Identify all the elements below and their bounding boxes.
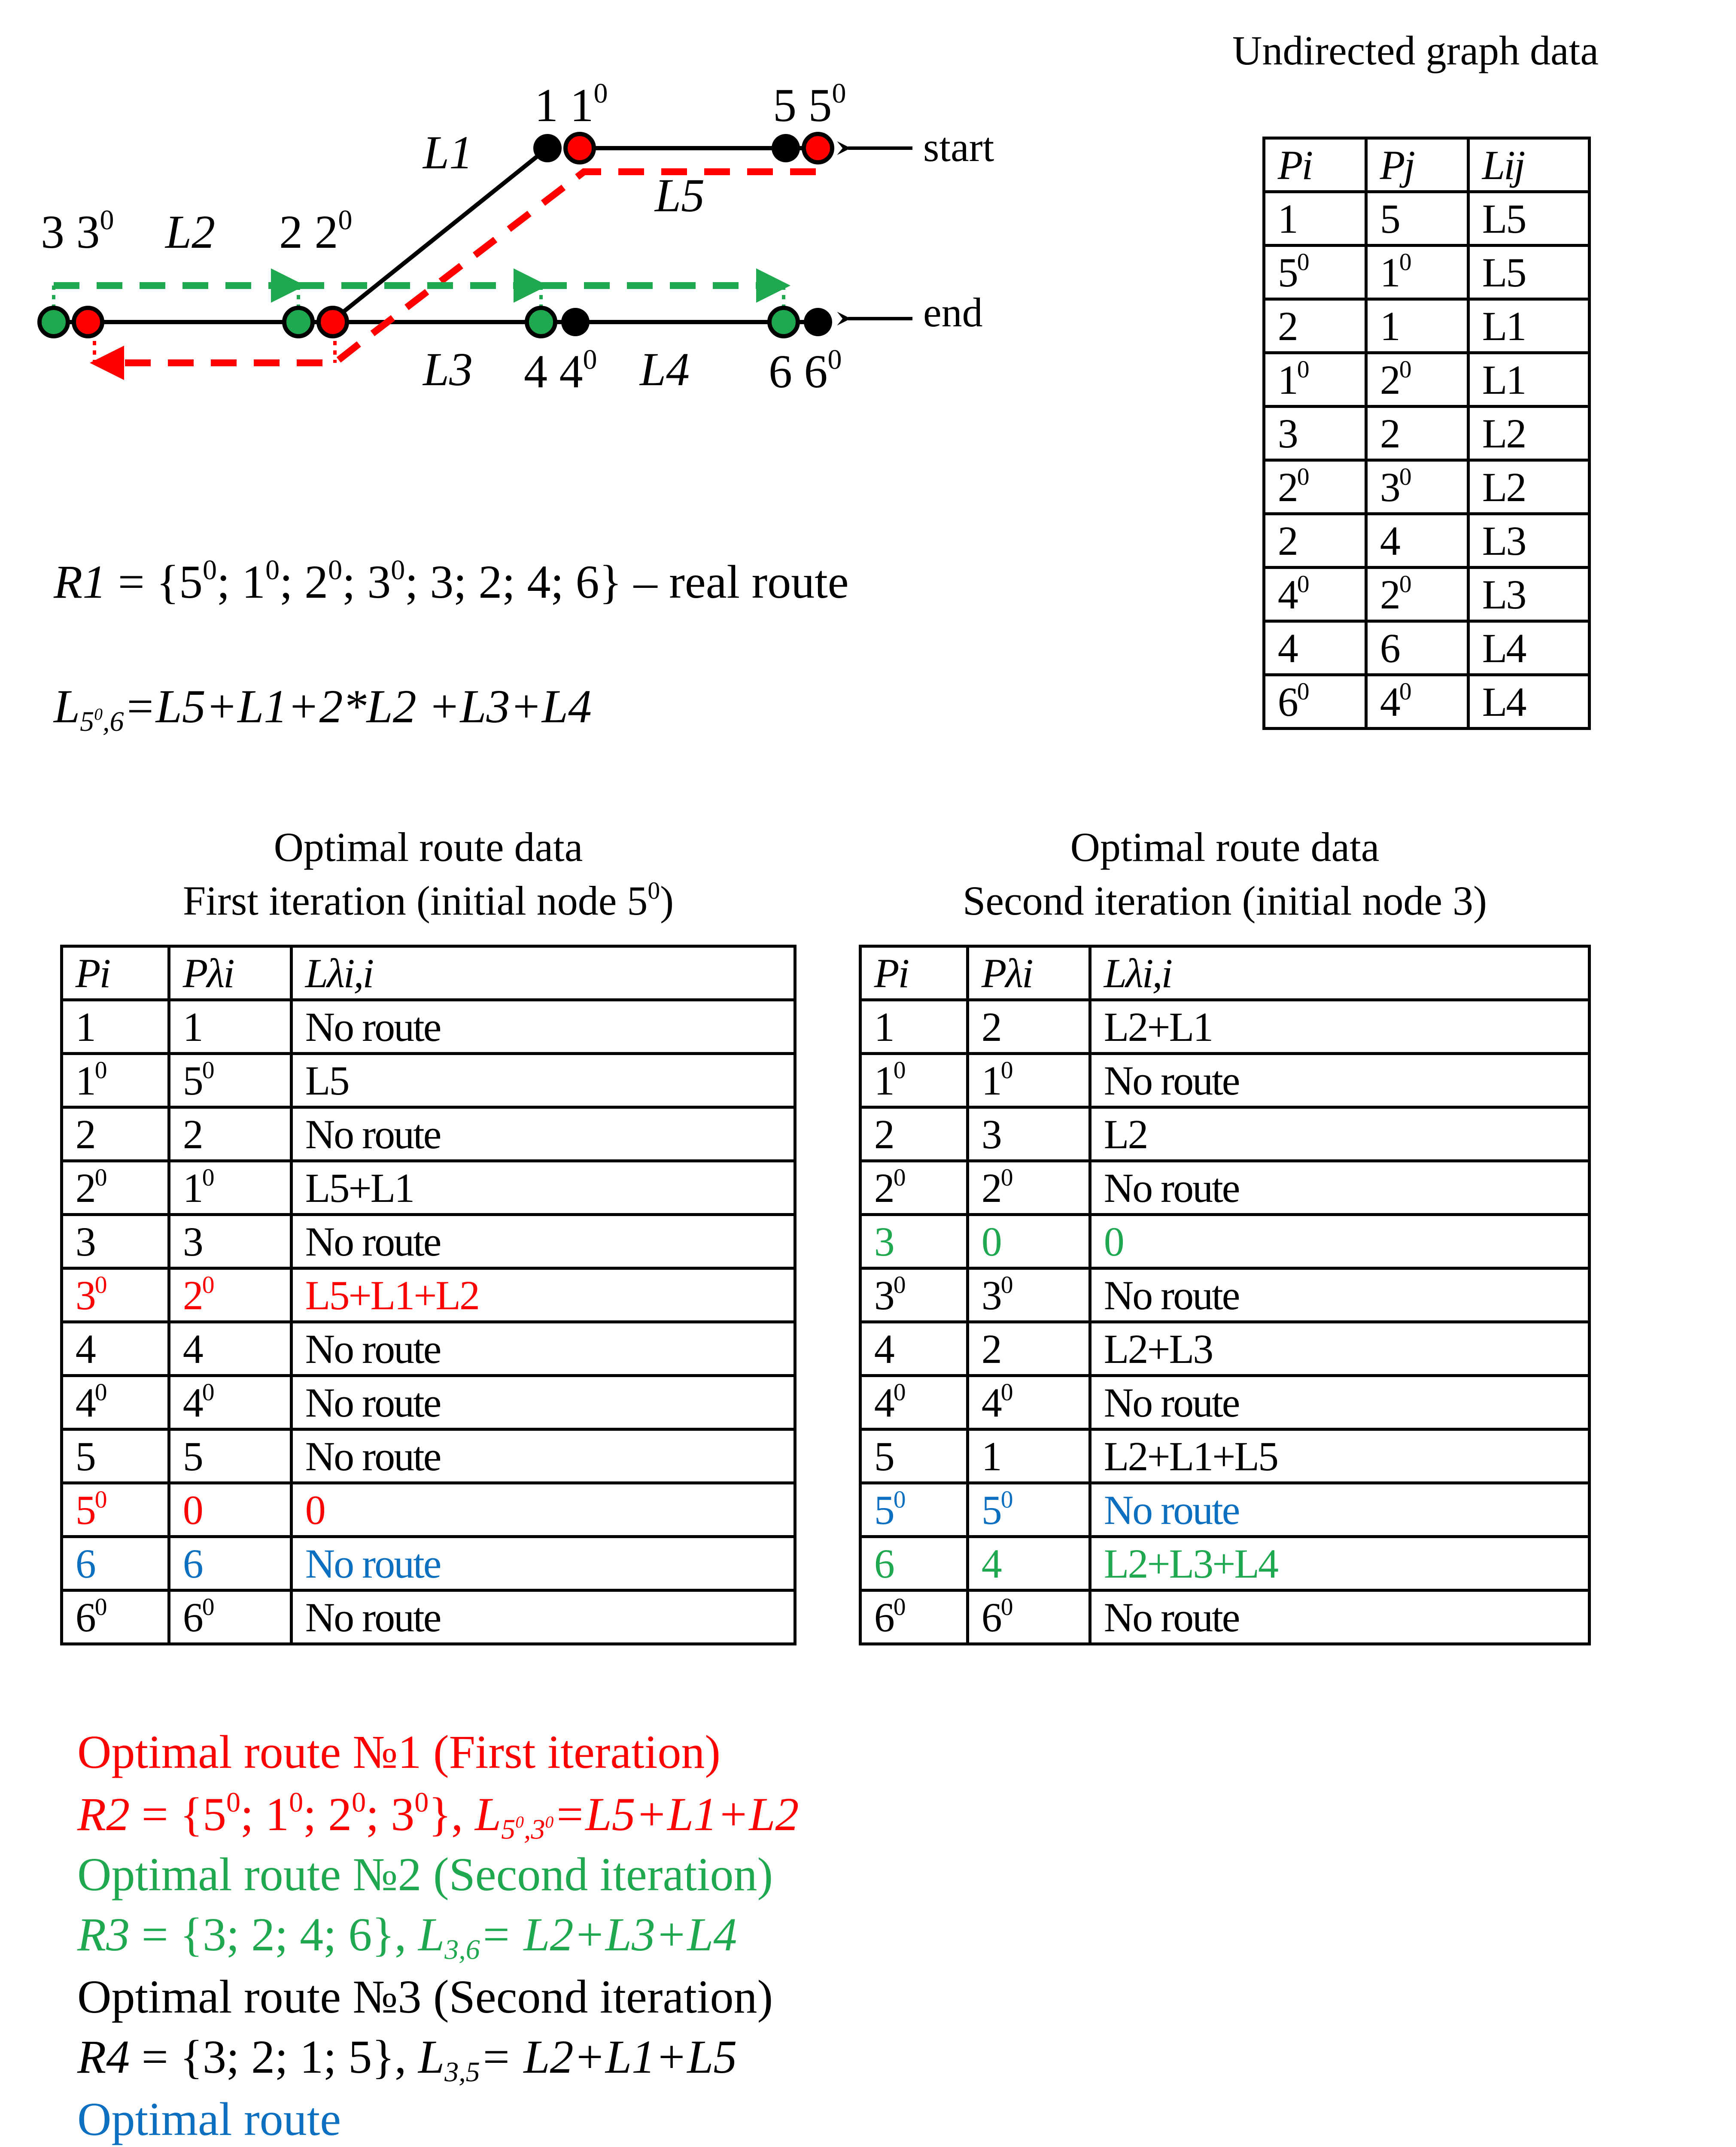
table-row [1264,568,1590,621]
table-row [62,1107,795,1161]
cell-length: L2+L1+L5 [1090,1429,1590,1483]
cell-pj: 1 [1366,299,1468,353]
table-row [62,1483,795,1537]
node-1-0 [565,134,594,162]
cell-p-lambda: 1 [968,1429,1090,1483]
real-route-formula: $R1 = \{5^0$; $1^0$; $2^0$; $3^0$; 3; 2; 4; 6} – real route [54,554,849,608]
undirected-graph-table [1262,137,1591,730]
cell-pi: 3 [62,1215,169,1268]
cell-length: No route [1090,1590,1590,1644]
label-end: end [923,289,983,335]
cell-p-lambda: $6^0$ [169,1590,292,1644]
node-5 [772,134,800,162]
cell-pj: 2 [1366,407,1468,460]
cell-pj: $1^0$ [1366,246,1468,299]
second-iteration-table [859,945,1591,1645]
label-node-5: 5 $5^0$ [773,78,846,131]
table-row [860,1215,1590,1268]
cell-lij: L3 [1468,568,1589,621]
cell-pj: $2^0$ [1366,568,1468,621]
cell-pi: 6 [62,1537,169,1590]
cell-pi: $5^0$ [860,1483,968,1537]
label-node-3: 3 $3^0$ [41,204,114,258]
cell-pi: $1^0$ [860,1054,968,1107]
cell-length: No route [1090,1483,1590,1537]
table-row [62,1054,795,1107]
label-l2: L2 [165,206,216,258]
second_iteration-header-2: Lλi,i [1090,946,1590,1000]
cell-lij: L2 [1468,460,1589,514]
label-l1: L1 [423,126,473,179]
label-node-2: 2 $2^0$ [279,204,353,258]
cell-lij: L5 [1468,246,1589,299]
second-iteration-title-2: Second iteration (initial node 3) [963,878,1487,924]
table-row [860,1161,1590,1215]
cell-pi: $6^0$ [860,1590,968,1644]
label-l5: L5 [655,169,705,222]
cell-pi: 2 [1264,299,1366,353]
optimal-route-3-formula: R4 = {3; 2; 1; 5}, $L_{3,5}= L2+L1+L5$ [77,2031,737,2088]
cell-p-lambda: $3^0$ [968,1268,1090,1322]
cell-pi: $5^0$ [1264,246,1366,299]
cell-p-lambda: $4^0$ [968,1376,1090,1429]
table-row [62,1590,795,1644]
table-row [1264,246,1590,299]
cell-pi: $6^0$ [62,1590,169,1644]
table-row [1264,514,1590,568]
cell-pi: 2 [860,1107,968,1161]
cell-pi: $4^0$ [62,1376,169,1429]
table-row [62,1429,795,1483]
cell-pi: 1 [1264,192,1366,246]
optimal-route-2-formula: R3 = {3; 2; 4; 6}, $L_{3,6}= L2+L3+L4$ [77,1908,737,1965]
cell-lij: L1 [1468,353,1589,407]
table-row [860,1107,1590,1161]
optimal-route-final-title: Optimal route [77,2093,341,2145]
cell-length: L2+L3+L4 [1090,1537,1590,1590]
table-row [860,1483,1590,1537]
cell-length: No route [1090,1161,1590,1215]
cell-length: L2+L3 [1090,1322,1590,1376]
cell-pi: $2^0$ [860,1161,968,1215]
label-l3: L3 [423,343,473,395]
label-node-6: 6 $6^0$ [769,344,842,398]
cell-p-lambda: 3 [169,1215,292,1268]
table-row [62,1376,795,1429]
cell-p-lambda: $1^0$ [169,1161,292,1215]
first-iteration-table [60,945,797,1645]
cell-length: L5+L1+L2 [292,1268,795,1322]
node-6 [769,308,798,336]
cell-length: No route [292,1215,795,1268]
cell-length: No route [292,1107,795,1161]
table-row [860,1000,1590,1054]
undirected-title: Undirected graph data [1232,27,1599,73]
cell-p-lambda: $5^0$ [968,1483,1090,1537]
cell-pi: $2^0$ [62,1161,169,1215]
cell-pi: 6 [860,1537,968,1590]
first-iteration-title-2: First iteration (initial node $5^0$) [182,877,674,924]
cell-length: No route [292,1590,795,1644]
label-node-4: 4 $4^0$ [524,344,597,398]
cell-pi: $1^0$ [62,1054,169,1107]
table-row [1264,192,1590,246]
cell-pj: $3^0$ [1366,460,1468,514]
cell-pj: 5 [1366,192,1468,246]
cell-lij: L3 [1468,514,1589,568]
cell-p-lambda: 0 [169,1483,292,1537]
undirected-header-1: Pj [1366,138,1468,192]
node-3 [40,308,68,336]
optimal-route-1-formula: $R2 = \{5^0$; $1^0$; $2^0$; $3^0$}, $L_{5^0,3^0}=L5+L1+L2$ [77,1787,799,1845]
cell-pi: 1 [860,1000,968,1054]
table-row [860,1590,1590,1644]
first-iteration-title-1: Optimal route data [274,824,583,870]
table-row [860,1322,1590,1376]
table-row [1264,353,1590,407]
first_iteration-header-1: Pλi [169,946,292,1000]
cell-p-lambda: 2 [169,1107,292,1161]
node-6-0 [804,308,832,336]
table-row [860,1429,1590,1483]
optimal-route-1-title: Optimal route №1 (First iteration) [77,1726,721,1778]
cell-p-lambda: 4 [169,1322,292,1376]
cell-p-lambda: $1^0$ [968,1054,1090,1107]
cell-pi: 2 [62,1107,169,1161]
cell-pj: 4 [1366,514,1468,568]
cell-pj: $2^0$ [1366,353,1468,407]
node-3-0 [74,308,102,336]
cell-length: No route [292,1000,795,1054]
cell-p-lambda: $4^0$ [169,1376,292,1429]
cell-pi: 4 [62,1322,169,1376]
cell-pi: $2^0$ [1264,460,1366,514]
cell-length: L2+L1 [1090,1000,1590,1054]
cell-length: 0 [292,1483,795,1537]
table-row [860,1268,1590,1322]
undirected-header-0: Pi [1264,138,1366,192]
cell-lij: L5 [1468,192,1589,246]
undirected-header-2: Lij [1468,138,1589,192]
cell-p-lambda: 0 [968,1215,1090,1268]
cell-p-lambda: $5^0$ [169,1054,292,1107]
optimal-route-2-title: Optimal route №2 (Second iteration) [77,1848,773,1901]
table-row [1264,407,1590,460]
label-l4: L4 [640,343,690,395]
second-iteration-title-1: Optimal route data [1070,824,1380,870]
cell-length: No route [292,1376,795,1429]
node-2-0 [319,308,347,336]
cell-length: No route [1090,1376,1590,1429]
cell-p-lambda: $2^0$ [169,1268,292,1322]
cell-pi: 3 [1264,407,1366,460]
cell-pi: 3 [860,1215,968,1268]
cell-pj: $4^0$ [1366,675,1468,729]
table-row [860,1376,1590,1429]
cell-pi: 2 [1264,514,1366,568]
cell-p-lambda: 2 [968,1322,1090,1376]
first_iteration-header-2: Lλi,i [292,946,795,1000]
node-5-0 [804,134,832,162]
cell-pi: $3^0$ [860,1268,968,1322]
cell-length: No route [1090,1268,1590,1322]
cell-p-lambda: 3 [968,1107,1090,1161]
red-route-path [97,169,816,363]
cell-p-lambda: 4 [968,1537,1090,1590]
node-4 [527,308,555,336]
cell-pi: $1^0$ [1264,353,1366,407]
cell-lij: L2 [1468,407,1589,460]
label-start: start [923,124,994,170]
table-row [1264,675,1590,729]
table-row [62,1215,795,1268]
table-row [1264,460,1590,514]
cell-length: L5+L1 [292,1161,795,1215]
table-row [1264,299,1590,353]
cell-length: No route [292,1322,795,1376]
cell-p-lambda: $6^0$ [968,1590,1090,1644]
second_iteration-header-0: Pi [860,946,968,1000]
first_iteration-header-0: Pi [62,946,169,1000]
cell-pi: $4^0$ [860,1376,968,1429]
cell-p-lambda: 5 [169,1429,292,1483]
cell-pj: 6 [1366,621,1468,675]
table-row [62,1000,795,1054]
cell-pi: 4 [1264,621,1366,675]
cell-length: No route [292,1537,795,1590]
table-row [860,1054,1590,1107]
cell-pi: $6^0$ [1264,675,1366,729]
cell-pi: $3^0$ [62,1268,169,1322]
cell-pi: $4^0$ [1264,568,1366,621]
label-node-1: 1 $1^0$ [535,78,608,131]
table-row [62,1268,795,1322]
node-2 [284,308,313,336]
cell-p-lambda: 1 [169,1000,292,1054]
optimal-route-3-title: Optimal route №3 (Second iteration) [77,1971,773,2023]
table-row [62,1161,795,1215]
cell-lij: L4 [1468,621,1589,675]
node-1 [533,134,562,162]
cell-pi: 5 [62,1429,169,1483]
cell-p-lambda: 6 [169,1537,292,1590]
cell-lij: L1 [1468,299,1589,353]
cell-p-lambda: 2 [968,1000,1090,1054]
cell-length: L5 [292,1054,795,1107]
cell-length: L2 [1090,1107,1590,1161]
cell-length: 0 [1090,1215,1590,1268]
cell-length: No route [292,1429,795,1483]
cell-pi: 4 [860,1322,968,1376]
table-row [62,1537,795,1590]
cell-pi: $5^0$ [62,1483,169,1537]
table-row [1264,621,1590,675]
table-row [860,1537,1590,1590]
cell-pi: 1 [62,1000,169,1054]
cell-lij: L4 [1468,675,1589,729]
table-row [62,1322,795,1376]
real-length-formula: $L_{5^0,6}=L5+L1+2*L2 +L3+L4$ [54,680,592,737]
node-4-0 [561,308,590,336]
second_iteration-header-1: Pλi [968,946,1090,1000]
cell-length: No route [1090,1054,1590,1107]
cell-pi: 5 [860,1429,968,1483]
cell-p-lambda: $2^0$ [968,1161,1090,1215]
